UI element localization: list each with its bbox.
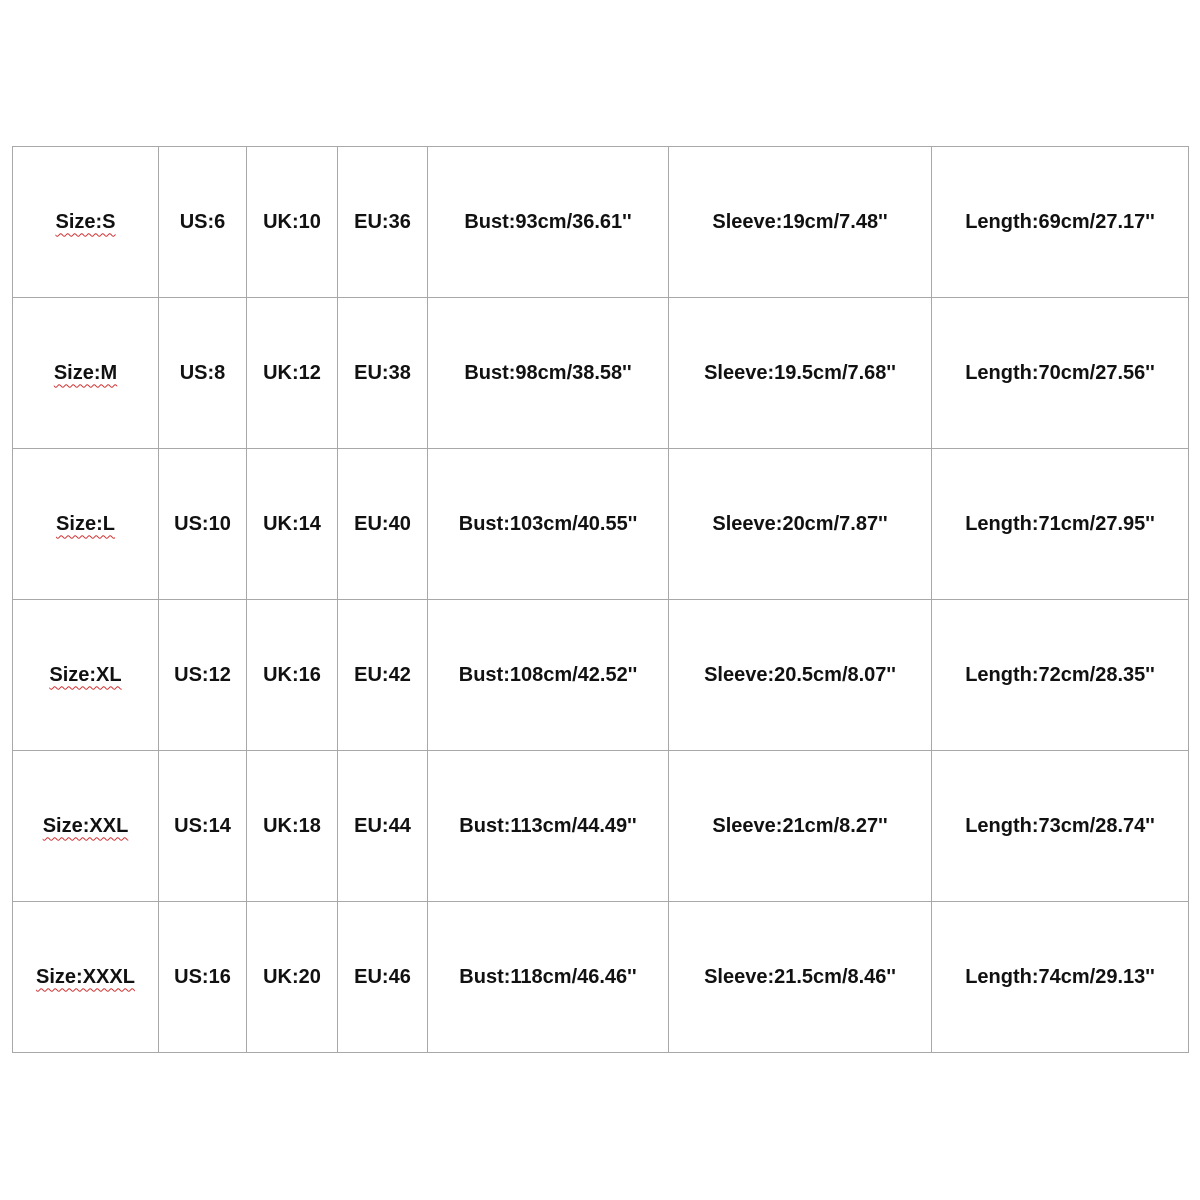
eu-size-cell: EU:38 bbox=[338, 298, 428, 449]
length-cell: Length:73cm/28.74'' bbox=[932, 751, 1189, 902]
sleeve-cell: Sleeve:19cm/7.48'' bbox=[669, 147, 932, 298]
size-cell bbox=[13, 147, 159, 298]
eu-size-cell: EU:44 bbox=[338, 751, 428, 902]
size-chart-table bbox=[12, 146, 1189, 1053]
size-cell bbox=[13, 902, 159, 1053]
sleeve-cell: Sleeve:20.5cm/8.07'' bbox=[669, 600, 932, 751]
uk-size-cell: UK:14 bbox=[247, 449, 338, 600]
table-row bbox=[13, 902, 1189, 1053]
us-size-cell: US:10 bbox=[159, 449, 247, 600]
uk-size-cell: UK:10 bbox=[247, 147, 338, 298]
size-cell bbox=[13, 449, 159, 600]
size-label: Size:XL bbox=[49, 663, 122, 686]
us-size-cell: US:8 bbox=[159, 298, 247, 449]
us-size-cell: US:16 bbox=[159, 902, 247, 1053]
size-label: Size:XXL bbox=[42, 814, 129, 837]
sleeve-cell: Sleeve:21cm/8.27'' bbox=[669, 751, 932, 902]
length-cell: Length:74cm/29.13'' bbox=[932, 902, 1189, 1053]
table-row bbox=[13, 751, 1189, 902]
table-row bbox=[13, 449, 1189, 600]
size-label: Size:S bbox=[55, 210, 116, 233]
bust-cell: Bust:118cm/46.46'' bbox=[428, 902, 669, 1053]
table-row bbox=[13, 600, 1189, 751]
uk-size-cell: UK:20 bbox=[247, 902, 338, 1053]
size-label: Size:L bbox=[56, 512, 115, 535]
eu-size-cell: EU:42 bbox=[338, 600, 428, 751]
size-cell bbox=[13, 600, 159, 751]
us-size-cell: US:14 bbox=[159, 751, 247, 902]
uk-size-cell: UK:12 bbox=[247, 298, 338, 449]
bust-cell: Bust:93cm/36.61'' bbox=[428, 147, 669, 298]
bust-cell: Bust:103cm/40.55'' bbox=[428, 449, 669, 600]
length-cell: Length:71cm/27.95'' bbox=[932, 449, 1189, 600]
sleeve-cell: Sleeve:21.5cm/8.46'' bbox=[669, 902, 932, 1053]
size-label: Size:XXXL bbox=[36, 965, 135, 988]
uk-size-cell: UK:18 bbox=[247, 751, 338, 902]
bust-cell: Bust:98cm/38.58'' bbox=[428, 298, 669, 449]
bust-cell: Bust:108cm/42.52'' bbox=[428, 600, 669, 751]
table-row bbox=[13, 147, 1189, 298]
length-cell: Length:72cm/28.35'' bbox=[932, 600, 1189, 751]
size-cell bbox=[13, 751, 159, 902]
length-cell: Length:70cm/27.56'' bbox=[932, 298, 1189, 449]
eu-size-cell: EU:46 bbox=[338, 902, 428, 1053]
table-row bbox=[13, 298, 1189, 449]
uk-size-cell: UK:16 bbox=[247, 600, 338, 751]
length-cell: Length:69cm/27.17'' bbox=[932, 147, 1189, 298]
size-cell bbox=[13, 298, 159, 449]
us-size-cell: US:6 bbox=[159, 147, 247, 298]
us-size-cell: US:12 bbox=[159, 600, 247, 751]
eu-size-cell: EU:36 bbox=[338, 147, 428, 298]
size-chart-body bbox=[13, 147, 1189, 1053]
sleeve-cell: Sleeve:19.5cm/7.68'' bbox=[669, 298, 932, 449]
bust-cell: Bust:113cm/44.49'' bbox=[428, 751, 669, 902]
sleeve-cell: Sleeve:20cm/7.87'' bbox=[669, 449, 932, 600]
size-label: Size:M bbox=[53, 361, 118, 384]
eu-size-cell: EU:40 bbox=[338, 449, 428, 600]
